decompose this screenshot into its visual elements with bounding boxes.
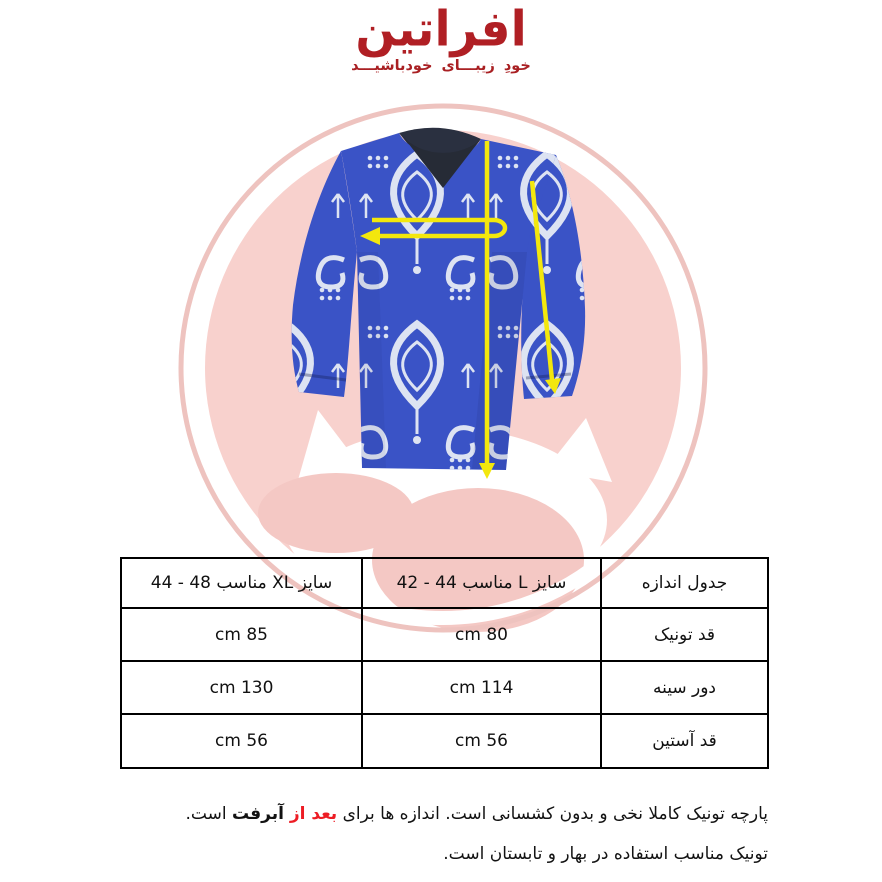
note-fabric-suffix: است.: [185, 804, 232, 824]
table-row-chest: [121, 661, 768, 714]
note-fabric-highlight-red: بعد از: [289, 804, 338, 824]
value-chest-l: 114 cm: [362, 661, 601, 714]
note-season-text: تونیک مناسب استفاده در بهار و تابستان است.: [443, 844, 768, 864]
value-sleeve-l: 56 cm: [362, 714, 601, 768]
note-season: [443, 842, 768, 866]
value-tunic-length-xl: 85 cm: [121, 608, 362, 661]
row-label-tunic-length: قد تونیک: [601, 608, 768, 661]
note-fabric-text: پارچه تونیک کاملا نخی و بدون کشسانی است. اندازه ها برای: [337, 804, 768, 824]
size-table-col-l-header: سایز L مناسب 44 - 42: [362, 558, 601, 608]
table-row-tunic-length: [121, 608, 768, 661]
value-chest-xl: 130 cm: [121, 661, 362, 714]
size-table-col-xl-header: سایز XL مناسب 48 - 44: [121, 558, 362, 608]
brand-header: [0, 0, 882, 74]
value-sleeve-xl: 56 cm: [121, 714, 362, 768]
size-table: [120, 557, 769, 769]
note-fabric: [186, 802, 768, 826]
note-fabric-highlight-bold: آبرفت: [232, 804, 290, 824]
row-label-sleeve: قد آستین: [601, 714, 768, 768]
brand-logo: افراتین: [355, 0, 527, 59]
size-table-corner-label: جدول اندازه: [601, 558, 768, 608]
table-row-sleeve: [121, 714, 768, 768]
row-label-chest: دور سینه: [601, 661, 768, 714]
size-table-header-row: [121, 558, 768, 608]
brand-tagline: خودِ زیبـــای خودباشیـــد: [351, 58, 531, 74]
value-tunic-length-l: 80 cm: [362, 608, 601, 661]
